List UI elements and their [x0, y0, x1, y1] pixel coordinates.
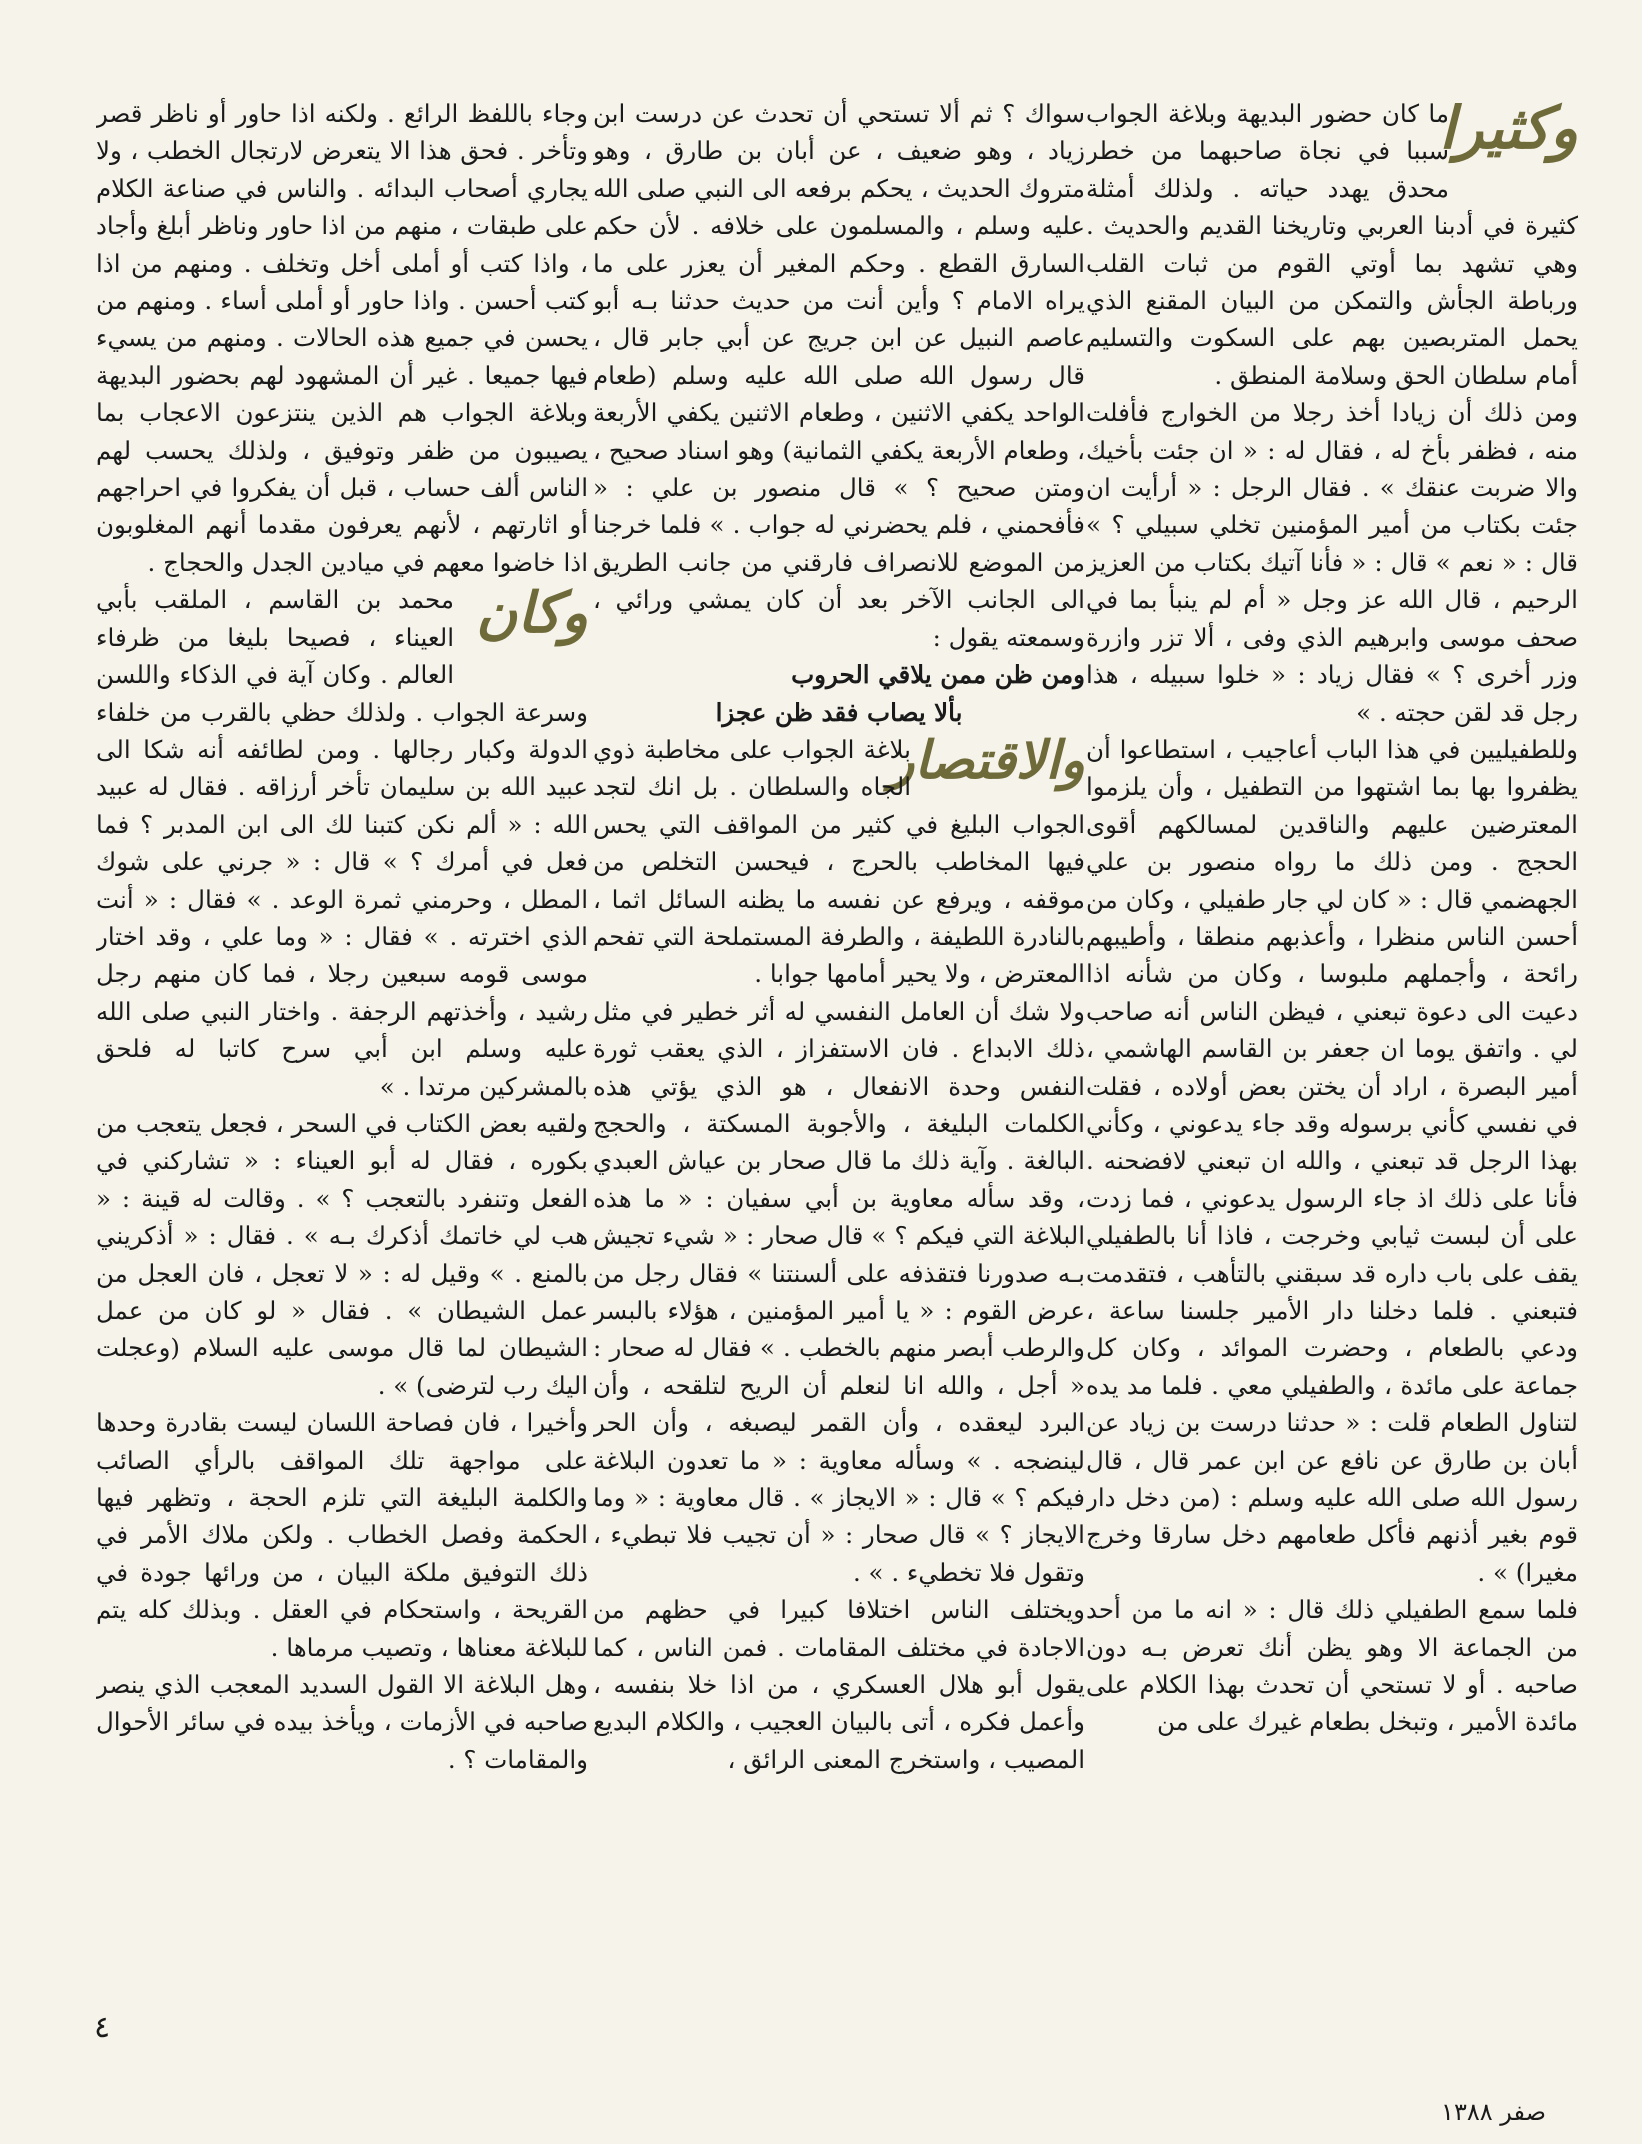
section-heading-wa-kana: وكان — [476, 580, 588, 647]
section-heading-iqtisar: والاقتصار — [889, 729, 1085, 791]
paragraph: وللطفيليين في هذا الباب أعاجيب ، استطاعوا أن يظفروا بها بما اشتهوا من التطفيل ، وأن يلزموا المعترضين عليهم والناقدين لمسالكهم أقوى الحجج . ومن ذلك ما رواه منصور بن علي الجهضمي قال : « كان لي جار طفيلي ، وكان من أحسن الناس منظرا ، وأعذبهم منطقا ، وأطيبهم رائحة ، وأجملهم ملبوسا ، وكان من شأنه اذا دعيت الى دعوة تبعني ، فيظن الناس أنه صاحب لي . واتفق يوما ان جعفر بن القاسم الهاشمي ، أمير البصرة ، اراد أن يختن بعض أولاده ، فقلت في نفسي كأني برسوله وقد جاء يدعوني ، وكأني بهذا الرجل قد تبعني ، والله ان تبعني لافضحنه . فأنا على ذلك اذ جاء الرسول يدعوني ، فما زدت على أن لبست ثيابي وخرجت ، فاذا أنا بالطفيلي يقف على باب داره قد سبقني بالتأهب ، فتقدمت فتبعني . فلما دخلنا دار الأمير جلسنا ساعة ، ودعي بالطعام ، وحضرت الموائد ، وكان كل جماعة على مائدة ، والطفيلي معي . فلما مد يده لتناول الطعام قلت : « حدثنا درست بن زياد عن أبان بن طارق عن نافع عن ابن عمر قال ، قال رسول الله صلى الله عليه وسلم : (من دخل دار قوم بغير أذنهم فأكل طعامهم دخل سارقا وخرج مغيرا) » . — [1086, 734, 1578, 1587]
paragraph: ولقيه بعض الكتاب في السحر ، فجعل يتعجب من بكوره ، فقال له أبو العيناء : « تشاركني في الفعل وتنفرد بالتعجب ؟ » . وقالت له قينة : « هب لي خاتمك أذكرك بـه » . فقال : « أذكريني بالمنع . » وقيل له : « لا تعجل ، فان العجل من عمل الشيطان » . فقال « لو كان من عمل الشيطان لما قال موسى عليه السلام (وعجلت اليك رب لترضى) » . — [96, 1108, 588, 1400]
paragraph: ولا شك أن العامل النفسي له أثر خطير في مثل ذلك الابداع . فان الاستفزاز ، الذي يعقب ثورة النفس وحدة الانفعال ، هو الذي يؤتي هذه الكلمات البليغة ، والأجوبة المسكتة ، والحجج البالغة . وآية ذلك ما قال صحار بن عياش العبدي ، وقد سأله معاوية بن أبي سفيان : « ما هذه البلاغة التي فيكم ؟ » قال صحار : « شيء تجيش بـه صدورنا فتقذفه على ألسنتنا » فقال رجل من عرض القوم : « يا أمير المؤمنين ، هؤلاء بالبسر والرطب أبصر منهم بالخطب . » فقال له صحار : « أجل ، والله انا لنعلم أن الريح لتلقحه ، وأن البرد ليعقده ، وأن القمر ليصبغه ، وأن الحر لينضجه . » وسأله معاوية : « ما تعدون البلاغة فيكم ؟ » قال : « الايجاز » . قال معاوية : « وما الايجاز ؟ » قال صحار : « أن تجيب فلا تبطيء ، وتقول فلا تخطيء . » . — [593, 996, 1085, 1587]
paragraph: سواك ؟ ثم ألا تستحي أن تحدث عن درست ابن زياد ، وهو ضعيف ، عن أبان بن طارق ، وهو متروك الحديث ، يحكم برفعه الى النبي صلى الله عليه وسلم ، والمسلمون على خلافه . لأن حكم السارق القطع . وحكم المغير أن يعزر على ما يراه الامام ؟ وأين أنت من حديث حدثنا بـه أبو عاصم النبيل عن ابن جريج عن أبي جابر قال ، قال رسول الله صلى الله عليه وسلم (طعام الواحد يكفي الاثنين ، وطعام الاثنين يكفي الأربعة ، وطعام الأربعة يكفي الثمانية) وهو اسناد صحيح ، ومتن صحيح ؟ » قال منصور بن علي : « فأفحمني ، فلم يحضرني له جواب . » فلما خرجنا من الموضع للانصراف فارقني من جانب الطريق الى الجانب الآخر بعد أن كان يمشي ورائي ، وسمعته يقول : — [593, 99, 1085, 652]
paragraph: وأخيرا ، فان فصاحة اللسان ليست بقادرة وحدها على مواجهة تلك المواقف بالرأي الصائب والكلمة البليغة التي تلزم الحجة ، وتظهر فيها الحكمة وفصل الخطاب . ولكن ملاك الأمر في ذلك التوفيق ملكة البيان ، من ورائها جودة في القريحة ، واستحكام في العقل . وبذلك كله يتم للبلاغة معناها ، وتصيب مرماها . — [96, 1408, 588, 1662]
paragraph: وجاء باللفظ الرائع . ولكنه اذا حاور أو ناظر قصر وتأخر . فحق هذا الا يتعرض لارتجال الخطب ، ولا يجاري أصحاب البدائه . والناس في صناعة الكلام على طبقات ، منهم من اذا حاور وناظر أبلغ وأجاد ، واذا كتب أو أملى أخل وتخلف . ومنهم من اذا كتب أحسن . واذا حاور أو أملى أساء . ومنهم من يحسن في جميع هذه الحالات . ومنهم من يسيء فيها جميعا . غير أن المشهود لهم بحضور البديهة وبلاغة الجواب هم الذين ينتزعون الاعجاب بما يصيبون من ظفر وتوفيق ، ولذلك يحسب لهم الناس ألف حساب ، قبل أن يفكروا في احراجهم أو اثارتهم ، لأنهم يعرفون مقدما أنهم المغلوبون اذا خاضوا معهم في ميادين الجدل والحجاج . — [96, 99, 588, 577]
paragraph: ومن ذلك أن زيادا أخذ رجلا من الخوارج فأفلت منه ، فظفر بأخ له ، فقال له : « ان جئت بأخيك والا ضربت عنقك » . فقال الرجل : « أرأيت ان جئت بكتاب من أمير المؤمنين تخلي سبيلي ؟ » قال : « نعم » قال : « فأنا آتيك بكتاب من العزيز الرحيم ، قال الله عز وجل « أم لم ينبأ بما في صحف موسى وابرهيم الذي وفى ، ألا تزر وازرة وزر أخرى ؟ » فقال زياد : « خلوا سبيله ، هذا رجل قد لقن حجته . » — [1086, 398, 1578, 727]
page-number: ٤ — [94, 2010, 111, 2045]
paragraph: ما كان حضور البديهة وبلاغة الجواب سببا في نجاة صاحبهما من خطر محدق يهدد حياته . ولذلك أمثلة كثيرة في أدبنا العربي وتاريخنا القديم والحديث . وهي تشهد بما أوتي القوم من ثبات القلب ورباطة الجأش والتمكن من البيان المقنع الذي يحمل المتربصين بهم على السكوت والتسليم أمام سلطان الحق وسلامة المنطق . — [1086, 99, 1578, 390]
paragraph: وهل البلاغة الا القول السديد المعجب الذي ينصر صاحبه في الأزمات ، ويأخذ بيده في سائر الأحوال والمقامات ؟ . — [96, 1670, 588, 1774]
article-column-left — [96, 95, 588, 2025]
paragraph: بلاغة الجواب على مخاطبة ذوي الجاه والسلطان . بل انك لتجد الجواب البليغ في كثير من المواقف التي يحس فيها المخاطب بالحرج ، فيحسن التخلص من موقفه ، ويرفع عن نفسه ما يظنه السائل اثما ، بالنادرة اللطيفة ، والطرفة المستملحة التي تفحم المعترض ، ولا يحير أمامها جوابا . — [593, 734, 1085, 989]
issue-date: صفر ١٣٨٨ — [1441, 2098, 1546, 2126]
poem-verse-second: بألا يصاب فقد ظن عجزا — [715, 697, 963, 727]
paragraph: فلما سمع الطفيلي ذلك قال : « انه ما من أحد من الجماعة الا وهو يظن أنك تعرض بـه دون صاحبه . أو لا تستحي أن تحدث بهذا الكلام على مائدة الأمير ، وتبخل بطعام غيرك على من — [1086, 1595, 1578, 1737]
paragraph: محمد بن القاسم ، الملقب بأبي العيناء ، فصيحا بليغا من ظرفاء العالم . وكان آية في الذكاء واللسن وسرعة الجواب . ولذلك حظي بالقرب من خلفاء الدولة وكبار رجالها . ومن لطائفه أنه شكا الى عبيد الله بن سليمان تأخر أرزاقه . فقال له عبيد الله : « ألم نكن كتبنا لك الى ابن المدبر ؟ فما فعل في أمرك ؟ » قال : « جرني على شوك المطل ، وحرمني ثمرة الوعد . » فقال : « أنت الذي اخترته . » فقال : « وما علي ، وقد اختار موسى قومه سبعين رجلا ، فما كان منهم رجل رشيد ، وأخذتهم الرجفة . واختار النبي صلى الله عليه وسلم ابن أبي سرح كاتبا له فلحق بالمشركين مرتدا . » — [96, 585, 588, 1101]
article-column-middle — [593, 95, 1085, 2025]
paragraph: ويختلف الناس اختلافا كبيرا في حظهم من الاجادة في مختلف المقامات . فمن الناس ، كما يقول أبو هلال العسكري ، من اذا خلا بنفسه ، وأعمل فكره ، أتى بالبيان العجيب ، والكلام البديع المصيب ، واستخرج المعنى الرائق ، — [593, 1595, 1085, 1774]
section-heading-kathiran: وكثيرا — [1439, 95, 1578, 162]
poem-verse-first: ومن ظن ممن يلاقي الحروب — [791, 660, 1085, 690]
article-column-right — [1086, 95, 1578, 2025]
